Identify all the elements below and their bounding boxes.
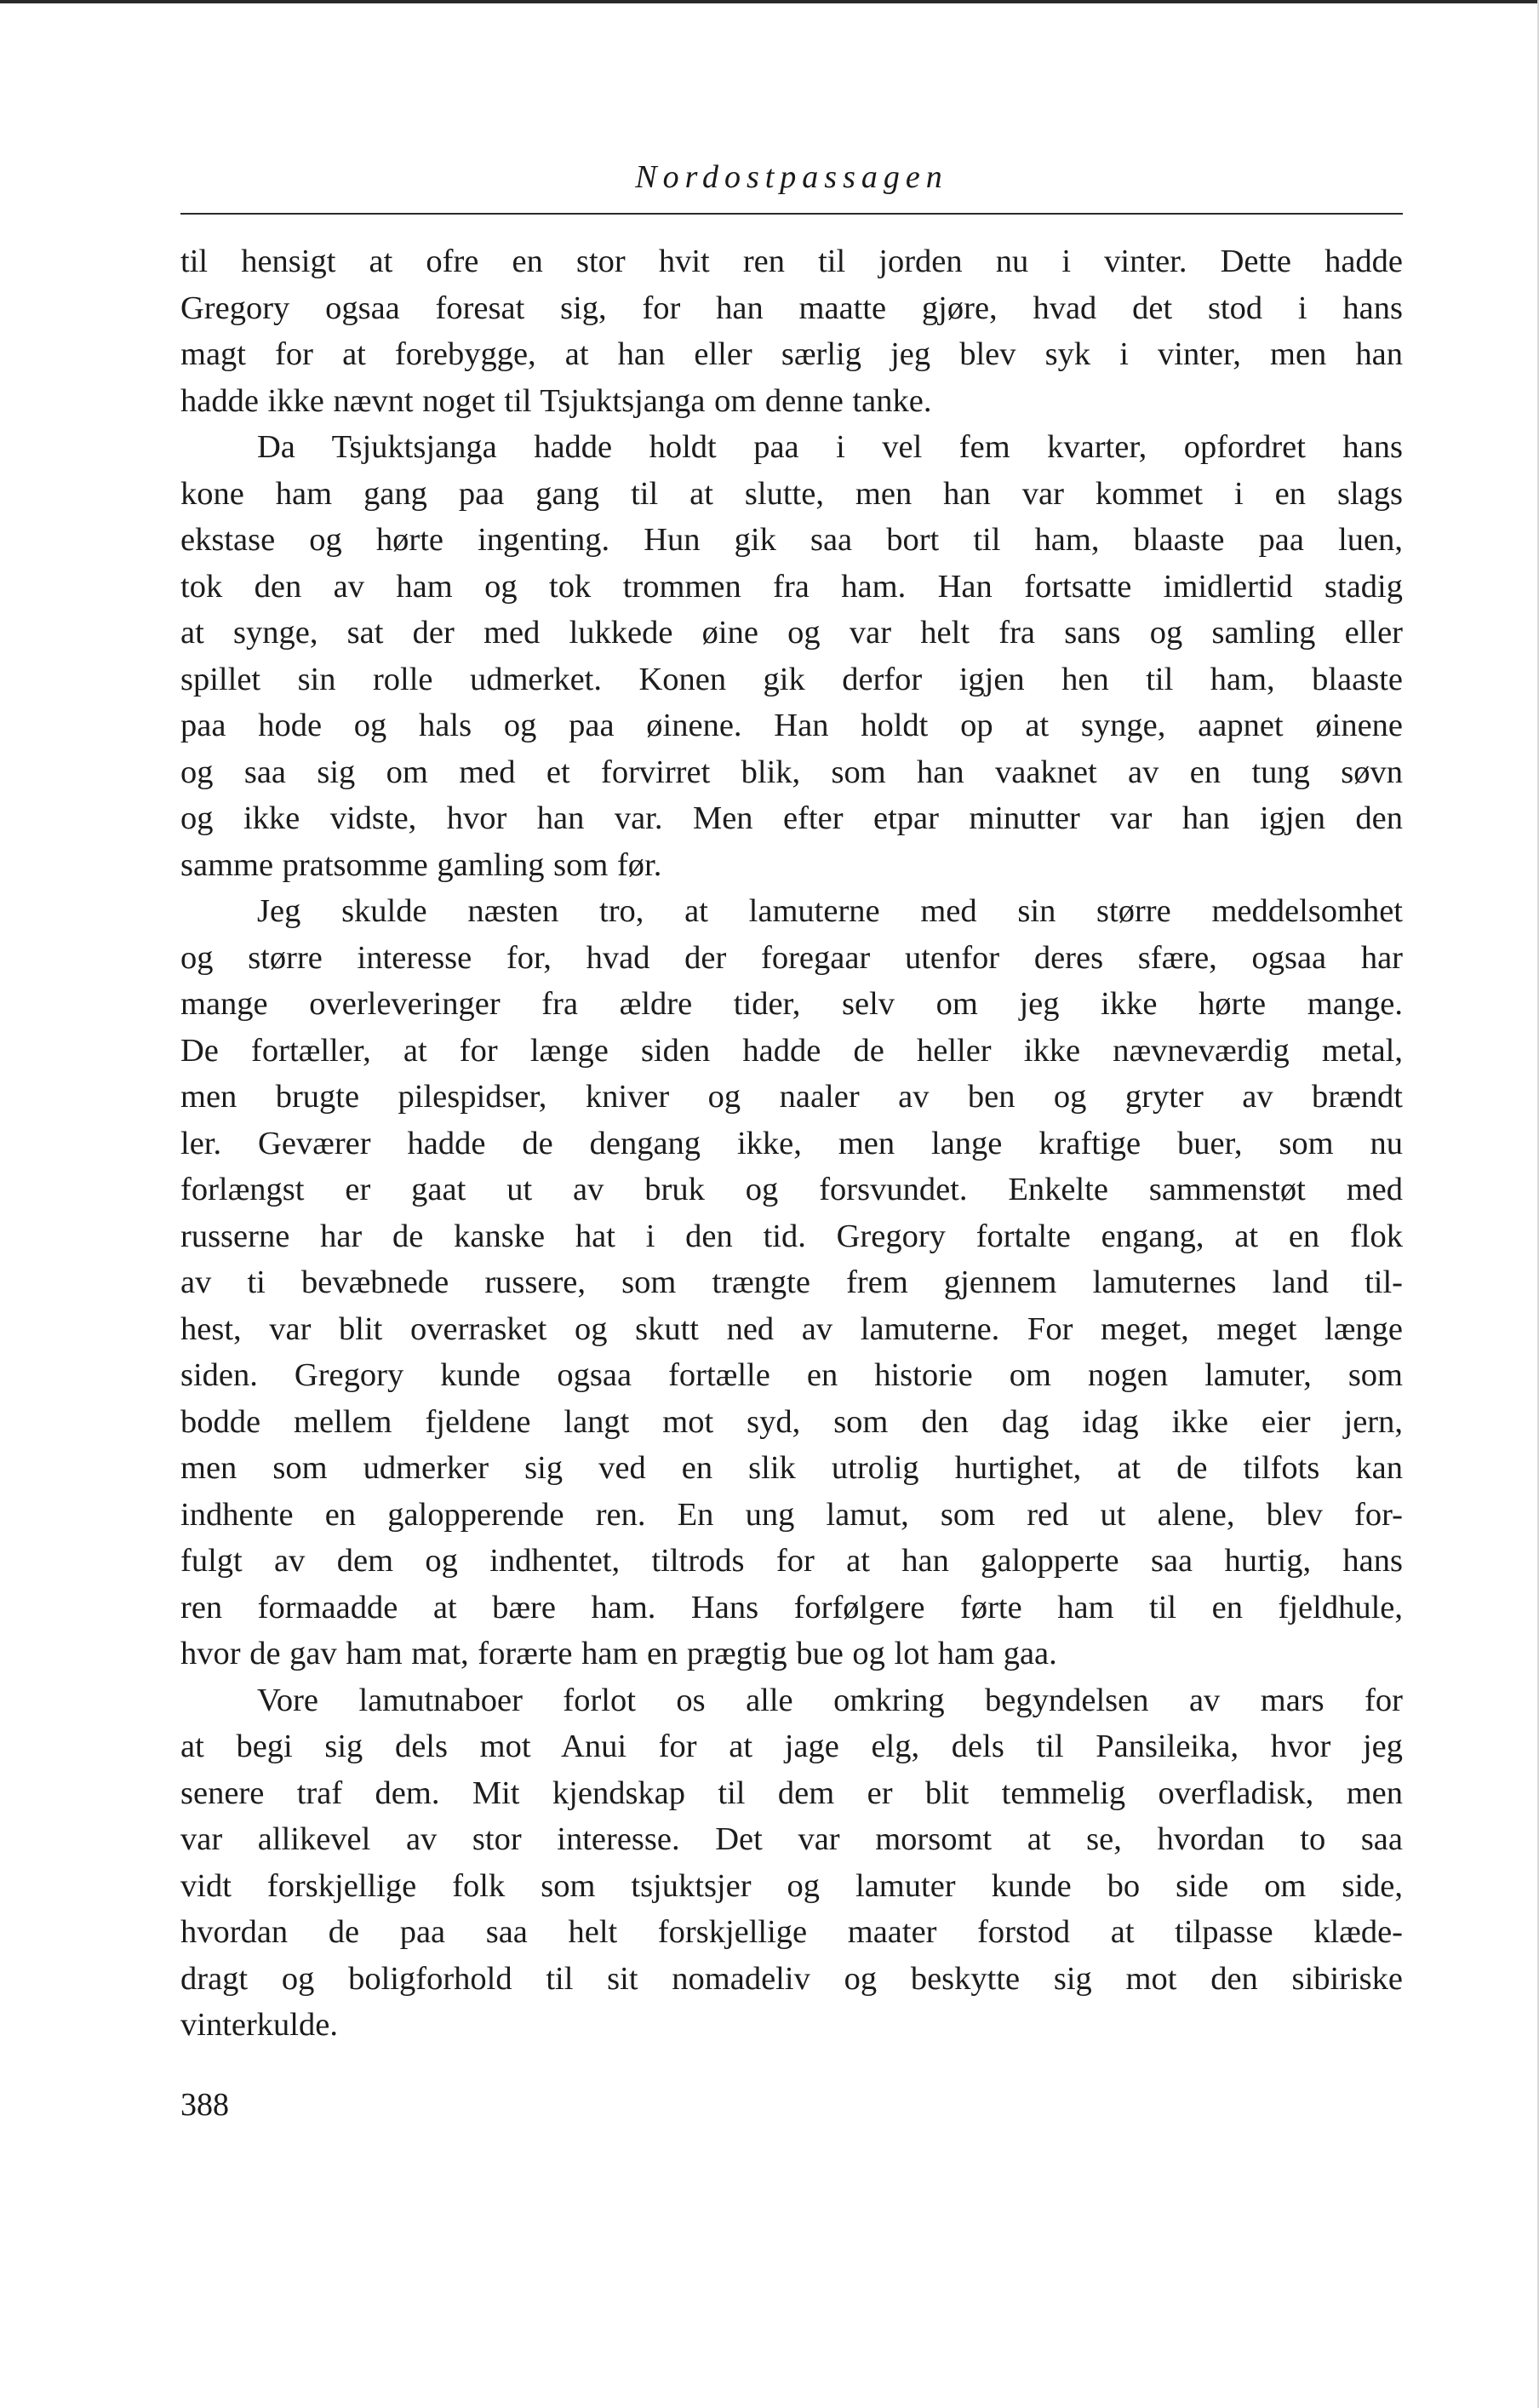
body-text: [180, 238, 1403, 2049]
text-line: og saa sig om med et forvirret blik, som han vaaknet av en tung søvn: [180, 754, 1403, 790]
book-page: [180, 158, 1403, 2124]
text-line: fulgt av dem og indhentet, tiltrods for at han galopperte saa hurtig, hans: [180, 1543, 1403, 1579]
text-line: til hensigt at ofre en stor hvit ren til jorden nu i vinter. Dette hadde: [180, 244, 1403, 279]
text-line: ler. Geværer hadde de dengang ikke, men lange kraftige buer, som nu: [180, 1125, 1403, 1161]
text-line: men brugte pilespidser, kniver og naaler av ben og gryter av brændt: [180, 1079, 1403, 1115]
text-line: hest, var blit overrasket og skutt ned av lamuterne. For meget, meget længe: [180, 1310, 1403, 1347]
text-line: ekstase og hørte ingenting. Hun gik saa bort til ham, blaaste paa luen,: [180, 522, 1403, 558]
text-line: paa hode og hals og paa øinene. Han holdt op at synge, aapnet øinene: [180, 708, 1403, 743]
text-line: hvor de gav ham mat, forærte ham en prægtig bue og lot ham gaa.: [180, 1636, 1057, 1671]
text-line: bodde mellem fjeldene langt mot syd, som den dag idag ikke eier jern,: [180, 1403, 1403, 1440]
text-line: siden. Gregory kunde ogsaa fortælle en historie om nogen lamuter, som: [180, 1357, 1403, 1393]
text-line: vinterkulde.: [180, 2007, 338, 2043]
text-line: De fortæller, at for længe siden hadde de heller ikke nævneværdig metal,: [180, 1032, 1403, 1069]
text-line: samme pratsomme gamling som før.: [180, 846, 662, 883]
text-line: men som udmerker sig ved en slik utrolig hurtighet, at de tilfots kan: [180, 1450, 1403, 1486]
text-line: Vore lamutnaboer forlot os alle omkring begyndelsen av mars for: [257, 1682, 1403, 1718]
text-line: Jeg skulde næsten tro, at lamuterne med sin større meddelsomhet: [257, 893, 1403, 929]
text-line: var allikevel av stor interesse. Det var morsomt at se, hvordan to saa: [180, 1821, 1403, 1857]
running-head: Nordostpassagen: [635, 159, 948, 195]
text-line: vidt forskjellige folk som tsjuktsjer og lamuter kunde bo side om side,: [180, 1867, 1403, 1904]
text-line: ren formaadde at bære ham. Hans forfølgere førte ham til en fjeldhule,: [180, 1589, 1403, 1625]
text-line: at begi sig dels mot Anui for at jage elg, dels til Pansileika, hvor jeg: [180, 1729, 1403, 1764]
text-line: dragt og boligforhold til sit nomadeliv og beskytte sig mot den sibiriske: [180, 1960, 1403, 1997]
text-line: av ti bevæbnede russere, som trængte frem gjennem lamuternes land til-: [180, 1264, 1403, 1300]
text-line: Da Tsjuktsjanga hadde holdt paa i vel fem kvarter, opfordret hans: [257, 429, 1403, 465]
text-line: russerne har de kanske hat i den tid. Gregory fortalte engang, at en flok: [180, 1218, 1403, 1254]
text-line: kone ham gang paa gang til at slutte, men han var kommet i en slags: [180, 475, 1403, 512]
text-line: og større interesse for, hvad der foregaar utenfor deres sfære, ogsaa har: [180, 939, 1403, 976]
header-rule: [180, 213, 1403, 215]
text-line: magt for at forebygge, at han eller særlig jeg blev syk i vinter, men han: [180, 336, 1403, 372]
page-number: 388: [180, 2086, 229, 2123]
text-line: senere traf dem. Mit kjendskap til dem er blit temmelig overfladisk, men: [180, 1774, 1403, 1811]
text-line: Gregory ogsaa foresat sig, for han maatte gjøre, hvad det stod i hans: [180, 290, 1403, 326]
text-line: spillet sin rolle udmerket. Konen gik derfor igjen hen til ham, blaaste: [180, 661, 1403, 697]
text-line: mange overleveringer fra ældre tider, selv om jeg ikke hørte mange.: [180, 986, 1403, 1022]
text-line: og ikke vidste, hvor han var. Men efter etpar minutter var han igjen den: [180, 800, 1403, 836]
text-line: at synge, sat der med lukkede øine og var helt fra sans og samling eller: [180, 615, 1403, 651]
text-line: tok den av ham og tok trommen fra ham. Han fortsatte imidlertid stadig: [180, 568, 1403, 605]
text-line: hadde ikke nævnt noget til Tsjuktsjanga om denne tanke.: [180, 382, 932, 419]
text-line: forlængst er gaat ut av bruk og forsvundet. Enkelte sammenstøt med: [180, 1172, 1403, 1207]
scan-top-edge: [0, 0, 1539, 3]
text-line: indhente en galopperende ren. En ung lamut, som red ut alene, blev for-: [180, 1496, 1403, 1533]
text-line: hvordan de paa saa helt forskjellige maater forstod at tilpasse klæde-: [180, 1914, 1403, 1950]
